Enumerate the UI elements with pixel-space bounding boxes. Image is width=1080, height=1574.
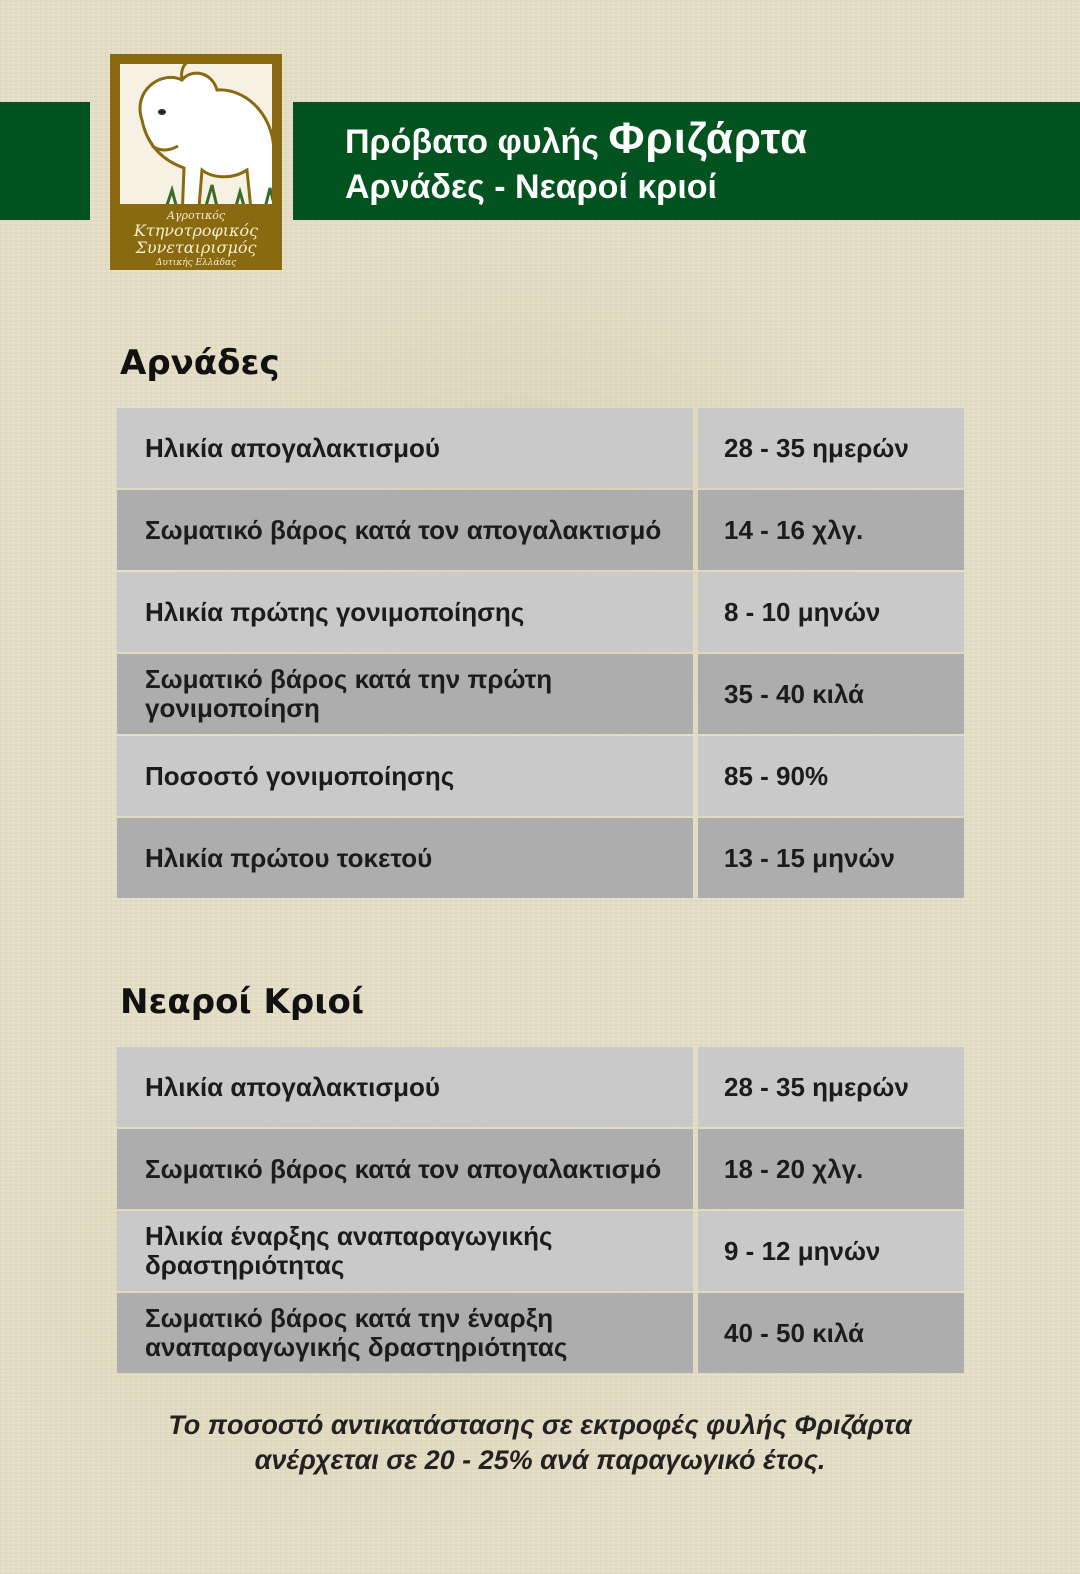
cooperative-logo xyxy=(110,54,282,270)
table-row xyxy=(117,1129,964,1209)
page-title xyxy=(345,114,808,164)
table-row xyxy=(117,408,964,488)
logo-line-4: Δυτικής Ελλάδας xyxy=(155,258,237,268)
logo-line-1: Αγροτικός xyxy=(166,209,225,222)
row-value: 8 - 10 μηνών xyxy=(698,572,964,652)
section-heading-lambs: Αρνάδες xyxy=(120,343,280,383)
row-value: 28 - 35 ημερών xyxy=(698,408,964,488)
row-value: 9 - 12 μηνών xyxy=(698,1211,964,1291)
table-row xyxy=(117,818,964,898)
young-rams-table xyxy=(117,1047,964,1375)
row-value: 14 - 16 χλγ. xyxy=(698,490,964,570)
footnote xyxy=(0,1408,1080,1478)
row-value: 40 - 50 κιλά xyxy=(698,1293,964,1373)
logo-line-2: Κτηνοτροφικός xyxy=(133,221,259,240)
row-label: Ηλικία πρώτου τοκετού xyxy=(117,818,693,898)
row-value: 13 - 15 μηνών xyxy=(698,818,964,898)
table-row xyxy=(117,490,964,570)
row-value: 18 - 20 χλγ. xyxy=(698,1129,964,1209)
table-row xyxy=(117,1293,964,1373)
logo-text xyxy=(110,210,282,268)
footnote-line-2: ανέρχεται σε 20 - 25% ανά παραγωγικό έτος. xyxy=(254,1445,826,1475)
page-subtitle: Αρνάδες - Νεαροί κριοί xyxy=(345,168,717,206)
logo-line-3: Συνεταιρισμός xyxy=(135,238,257,257)
logo-image-area xyxy=(120,64,272,204)
row-label: Σωματικό βάρος κατά την πρώτη γονιμοποίηση xyxy=(117,654,693,734)
row-label: Σωματικό βάρος κατά τον απογαλακτισμό xyxy=(117,490,693,570)
row-label: Ηλικία έναρξης αναπαραγωγικής δραστηριότητας xyxy=(117,1211,693,1291)
header-band-left xyxy=(0,102,90,220)
row-value: 35 - 40 κιλά xyxy=(698,654,964,734)
row-label: Σωματικό βάρος κατά την έναρξη αναπαραγωγικής δραστηριότητας xyxy=(117,1293,693,1373)
sheep-icon xyxy=(120,64,272,204)
table-row xyxy=(117,1047,964,1127)
row-label: Ηλικία απογαλακτισμού xyxy=(117,408,693,488)
table-row xyxy=(117,654,964,734)
lambs-table xyxy=(117,408,964,900)
table-row xyxy=(117,736,964,816)
footnote-line-1: Το ποσοστό αντικατάστασης σε εκτροφές φυλής Φριζάρτα xyxy=(168,1410,912,1440)
row-value: 85 - 90% xyxy=(698,736,964,816)
row-label: Ηλικία απογαλακτισμού xyxy=(117,1047,693,1127)
row-label: Σωματικό βάρος κατά τον απογαλακτισμό xyxy=(117,1129,693,1209)
section-heading-young-rams: Νεαροί Κριοί xyxy=(120,982,365,1022)
title-brand: Φριζάρτα xyxy=(608,114,809,163)
row-label: Ηλικία πρώτης γονιμοποίησης xyxy=(117,572,693,652)
header-band xyxy=(293,102,1080,220)
table-row xyxy=(117,572,964,652)
table-row xyxy=(117,1211,964,1291)
row-label: Ποσοστό γονιμοποίησης xyxy=(117,736,693,816)
title-prefix: Πρόβατο φυλής xyxy=(345,123,599,161)
row-value: 28 - 35 ημερών xyxy=(698,1047,964,1127)
